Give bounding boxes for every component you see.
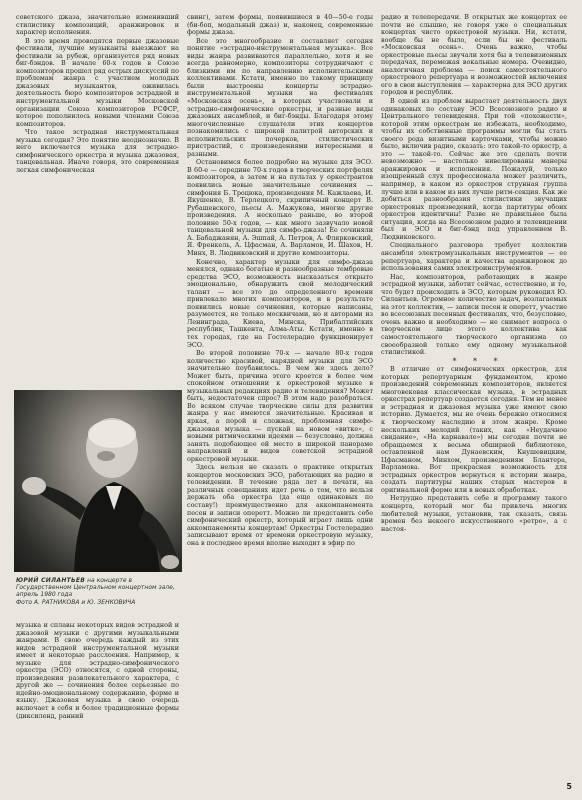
paragraph: Все это многообразие и составляет сегодня понятие «эстрадно-инструментальная музыка». Все виды жанра развиваются параллельно, хотя и не всегда равномерно, композиторы сотрудничают с близкими им по направлению исполнительскими коллективами. Кстати, именно по такому принципу были выстроены концерты эстрадно-инструментальной музыки на фестивалях «Московская осень», в которых участвовали и эстрадно-симфонические оркестры, и разные виды джазовых ансамблей, и биг-бэнды. Благодаря этому многочисленные слушатели этих концертов познакомились с широкой палитрой авторских и исполнительских почерков, стилистических пристрастий, с произведениями интересными и разными. — [187, 36, 373, 158]
caption-name: ЮРИЙ СИЛАНТЬЕВ — [16, 577, 86, 584]
paragraph: советского джаза, значительно изменивший стилистику композиций, аранжировок и характер исполнения. — [16, 14, 179, 37]
paragraph: Во второй половине 70-х — начале 80-х годов количество красивой, нарядной музыки для ЭСО значительно поубавилось. В чем же здесь дело? Может быть, причина этого кроется в более чем спокойном отношении к оркестровой музыке в музыкальных редакциях радио и телевидения? Может быть, недостаточен спрос? В этом надо разобраться. Во всяком случае творческие силы для развития жанра у нас имеются значительные. Красивая и яркая, а порой и сложная, проблемная симфо-джазовая музыка — пускай на новом «витке», с новыми ритмическими идеями — безусловно, должна занять подобающее ей место в широкой панораме направлений и видов советской эстрадной оркестровой музыки. — [187, 349, 373, 463]
article-column-1-top — [16, 14, 179, 384]
article-column-2 — [187, 14, 373, 788]
paragraph: В это время проводятся первые джазовые фестивали, лучшие музыканты выезжают на фестивали за рубеж, организуется ряд новых биг-бэндов. В начале 60-х годов в Союзе композиторов прошел ряд острых дискуссий по проблемам жанра с участием молодых джазовых музыкантов, оживилась деятельность бюро композиторов эстрадной и инструментальной музыки Московской организации Союза композиторов РСФСР, которое пополнилось новыми членами Союза композиторов. — [16, 36, 179, 128]
paragraph: музыка и сплавы некоторых видов эстрадной и джазовой музыки с другими музыкальными жанрами. В свою очередь каждый из этих видов эстрадной инструментальной музыки имеет и некоторые расслоения. Например, к музыке для эстрадно-симфонического оркестра (ЭСО) относятся, с одной стороны, произведения развлекательного характера, с другой же — сочинения более серьезные по идейно-эмоциональному содержанию, форме и языку. Джазовая музыка в свою очередь включает в себя и более традиционные формы (диксиленд, ранний — [16, 622, 179, 720]
paragraph: Нас, композиторов, работающих в жанре эстрадной музыки, заботит сейчас, естественно, и то, что будет происходить в ЭСО, которым руководил Ю. Силантьев. Огромное количество задач, возлагаемых на этот коллектив, — записи песен и оперетт, участие во всесоюзных песенных фестивалях, что, безусловно, очень важно и необходимо — не снимает вопроса о творческом лице этого коллектива как самостоятельного творческого организма со своеобразной только ему одному музыкальной стилистикой. — [381, 272, 567, 357]
paragraph: В отличие от симфонических оркестров, для которых репертуарным фундаментом, кроме произведений современных композиторов, является многовековая классическая музыка, в эстрадных оркестрах репертуар создается сегодня. Тем не менее и эстрадная и джазовая музыка уже имеют свою историю. Думается, мы не очень бережно относимся к творческому наследию в этом жанре. Кроме нескольких мелодий (таких, как «Неудачное свидание», «На карнавале») мы сегодня почти не обращаемся к весьма обширной библиотеке, оставленной нам Дунаевским, Кнушевицким, Цфасманом, Минхом, произведениям Блантера, Варламова. Вот прекрасная возможность для эстрадных оркестров вернуться к истории жанра, создать партитуры наших старых мастеров в оригинальной форме или в новых обработках. — [381, 365, 567, 494]
caption-credit: Фото А. РАТНИКОВА и Ю. ЗЕНКОВИЧА — [16, 598, 136, 606]
paragraph: Здесь нельзя не сказать о практике открытых концертов московских ЭСО, работающих на радио и телевидении. В течение ряда лет в печати, на различных совещаниях идет речь о том, что нельзя держать оба оркестра (да еще одинаковых по составу!) преимущественно для аккомпанемента песен и записи оперетт. Можно ли представить себе симфонический оркестр, который играет лишь одни аккомпанементы концертам! Оркестры Гостелерадио записывают время от времени оркестровую музыку, она в последнее время вполне выходит в эфир по — [187, 463, 373, 547]
paragraph: Нетрудно представить себе и программу такого концерта, который мог бы привлечь многих любителей музыки, установив, так сказать, связь времен без некоего искусственного «ретро», а с настоя- — [381, 494, 567, 533]
page-number: 5 — [566, 782, 572, 791]
paragraph: радио и телепередачи. В открытых же концертах ее почти не слышно, не говоря уже о специальных концертах чисто оркестровой музыки. Ни, кстати, вообще бы не было, если бы не фестиваль «Московская осень». Очень важно, чтобы оркестровые пьесы звучали хотя бы в телевизионных передачах, перемежая вокальные номера. Очевидно, аналогичная проблема — поиск самостоятельного оркестрового репертуара и возможностей включения его в свои выступления — характерна для ЭСО других городов и республик. — [381, 14, 567, 97]
article-column-3 — [381, 14, 567, 788]
conductor-silhouette-image — [14, 390, 182, 572]
paragraph: Остановимся более подробно на музыке для ЭСО. В 60-е — середине 70-х годов в творческих портфелях композиторов, а затем и на пультах у оркестрантов появились новые значительные сочинения — симфония Б. Троцюка, произведения М. Кажлаева, И. Якушенко, В. Терлецкого, скрипичный концерт В. Рубашевского, пьесы А. Мажукова, многие другие произведения. А несколько раньше, во второй половине 50-х годов, — как много зазвучало новой танцевальной музыки для симфо-джаза! Ее сочиняли А. Бабаджанян, А. Эшпай, А. Петров, А. Флярковский, Я. Френкель, А. Цфасман, А. Варламов, И. Шахов, Н. Минх, В. Людвиковский и другие композиторы. — [187, 158, 373, 257]
caption-text: на концерте в Государственном Центральном концертном зале, апрель 1980 года — [16, 577, 175, 599]
paragraph: Специального разговора требует коллектив ансамбля электромузыкальных инструментов — ее репертуара, характера и качества аранжировок до использования самих электроинструментов. — [381, 241, 567, 273]
paragraph: Конечно, характер музыки для симфо-джаза менялся, однако богатые и разнообразные тембровые средства ЭСО, возможность высказаться открыто эмоционально, обнаружить свой мелодический талант — все это до определенного времени привлекало многих композиторов, и в результате появились новые сочинения, которые написаны, разумеется, не только москвичами, но и авторами из Ленинграда, Киева, Минска, Прибалтийских республик, Ташкента, Алма-Аты. Кстати, именно в тех городах, где на Гостелерадио функционирует ЭСО. — [187, 257, 373, 349]
section-divider-stars: * * * — [452, 356, 505, 366]
conductor-photo — [14, 390, 182, 572]
paragraph: свинг), затем формы, появившиеся в 40—50-е годы (би-боп, модальный джаз) и, наконец, современные формы джаза. — [187, 14, 373, 37]
article-column-1-bottom — [16, 622, 179, 788]
photo-caption — [16, 577, 184, 606]
paragraph: В одной из проблем вырастает деятельность двух одинаковых по составу ЭСО Всесоюзного радио и Центрального телевидения. При той «похожести», которой этим оркестрам не избежать, необходимо, чтобы их собственные программы могли бы стать своего рода визитными карточками, чтобы можно было, включив радио, сказать: это такой-то оркестр, а это — такой-то. Сейчас же это сделать почти невозможно — настолько нивелированы манеры аранжировок и исполнения. Пожалуй, только изощренный слух профессионала может различить, например, в каком из оркестров струнная группа лучше или в каком из них лучше ритм-секция. Как же добиться разнообразия стилистики звучащих оркестровых произведений, когда партитуры обоих оркестров идентичны! Разве не правильнее была ситуация, когда на Всесоюзном радио и телевидении был и ЭСО и биг-бэнд под управлением В. Людвиковского. — [381, 97, 567, 241]
paragraph: Что такое эстрадная инструментальная музыка сегодня? Это понятие неоднозначно. В него включается музыка для эстрадно-симфонического оркестра и музыка джазовая, танцевальная. Иначе говоря, это современная легкая симфоническая — [16, 128, 179, 174]
